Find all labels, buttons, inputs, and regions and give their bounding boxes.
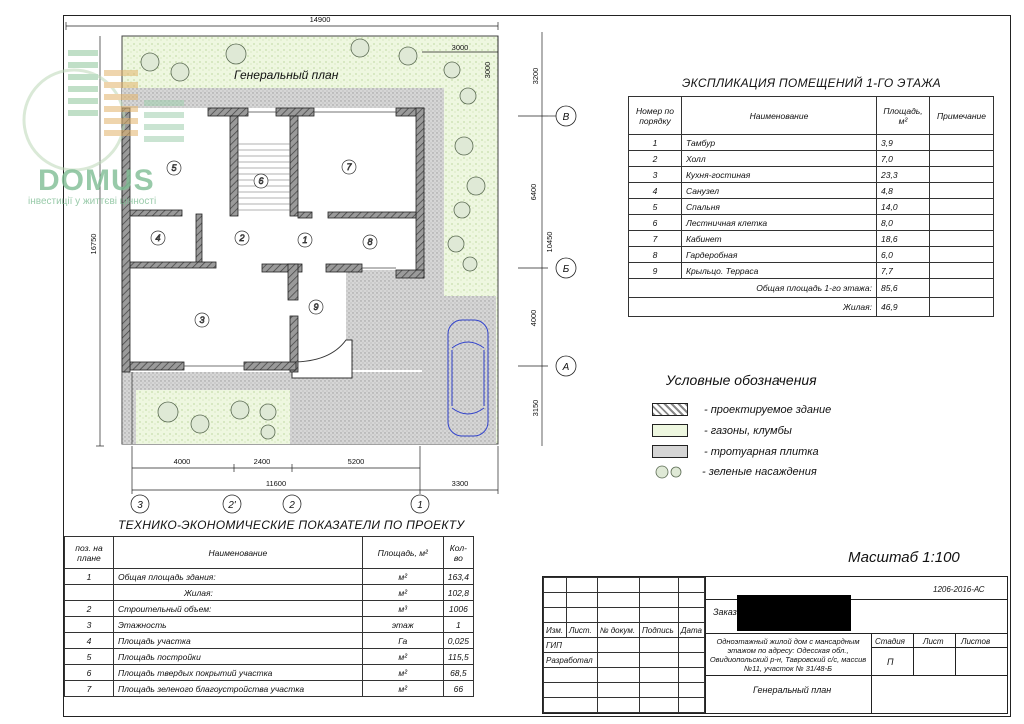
rev-col-date: Дата: [678, 623, 704, 638]
dim-right-4: 4000: [529, 309, 538, 327]
expl-header-note: Примечание: [930, 97, 994, 135]
legend-item-paving: - тротуарная плитка: [652, 445, 819, 458]
table-row: 2 Строительный объем: м³ 1006: [65, 601, 474, 617]
table-row: 6 Площадь твердых покрытий участка м² 68,5: [65, 665, 474, 681]
table-row: 1 Тамбур 3,9: [629, 135, 994, 151]
project-code: 1206-2016-АС: [933, 585, 985, 594]
table-row: [629, 279, 994, 298]
dim-corner: 3000: [451, 43, 469, 52]
expl-living-value: 46,9: [877, 298, 930, 317]
stage-value: П: [887, 657, 894, 667]
table-row: 5 Спальня 14,0: [629, 199, 994, 215]
dim-bottom-1: 4000: [173, 457, 191, 466]
drawing-name: Генеральный план: [753, 685, 832, 695]
expl-total-label: Общая площадь 1-го этажа:: [629, 279, 877, 298]
dim-right-5: 3150: [531, 399, 540, 417]
tep-header-pos: поз. на плане: [65, 537, 114, 569]
rev-col-list: Лист.: [566, 623, 597, 638]
legend-item-trees: - зеленые насаждения: [652, 465, 817, 479]
gip-label: ГИП: [544, 638, 598, 653]
expl-header-name: Наименование: [682, 97, 877, 135]
room-label-6: 6: [258, 176, 264, 186]
axis-label-2p: 2': [228, 500, 236, 511]
dim-total: 11600: [265, 479, 287, 488]
table-row: 3 Этажность этаж 1: [65, 617, 474, 633]
building-logo-icon: [14, 40, 204, 180]
rev-col-sign: Подпись: [640, 623, 679, 638]
room-label-7: 7: [346, 162, 352, 172]
legend-swatch-lawn: [652, 424, 688, 437]
table-row: 6 Лестничная клетка 8,0: [629, 215, 994, 231]
dim-right-3: 10450: [545, 231, 554, 253]
stage-label: Стадия: [875, 637, 905, 646]
room-label-9: 9: [313, 302, 319, 312]
expl-total-value: 85,6: [877, 279, 930, 298]
axis-label-b: Б: [562, 264, 570, 275]
room-label-5: 5: [171, 163, 177, 173]
sheet-label: Лист: [923, 637, 944, 646]
axis-label-v: В: [562, 112, 570, 123]
table-row: 7 Кабинет 18,6: [629, 231, 994, 247]
table-row: [629, 298, 994, 317]
developed-label: Разработал: [544, 653, 598, 668]
dim-bottom-3: 5200: [347, 457, 365, 466]
tree-icon: [652, 465, 686, 479]
axis-label-2: 2: [289, 500, 295, 511]
domus-logo: [14, 40, 204, 210]
table-row: 4 Санузел 4,8: [629, 183, 994, 199]
scale-label: Масштаб 1:100: [848, 549, 960, 566]
legend-item-building: - проектируемое здание: [652, 403, 831, 416]
legend-swatch-building: [652, 403, 688, 416]
dim-left: 16750: [89, 233, 98, 255]
tep-title: ТЕХНИКО-ЭКОНОМИЧЕСКИЕ ПОКАЗАТЕЛИ ПО ПРОЕКТУ: [118, 518, 465, 532]
dim-right-1: 3200: [531, 67, 540, 85]
dim-corner-v: 3000: [483, 61, 492, 79]
rev-col-doc: № докум.: [597, 623, 639, 638]
room-label-4: 4: [155, 233, 161, 243]
logo-tagline: інвестиції у життєві цінності: [28, 196, 157, 207]
legend-item-lawn: - газоны, клумбы: [652, 424, 792, 437]
dim-overall: 14900: [309, 15, 331, 24]
tep-header-count: Кол-во: [443, 537, 473, 569]
table-row: 2 Холл 7,0: [629, 151, 994, 167]
revision-grid: [543, 577, 705, 713]
table-row: 9 Крыльцо. Терраса 7,7: [629, 263, 994, 279]
axis-label-a: А: [562, 362, 570, 373]
tep-header-area: Площадь, м²: [362, 537, 443, 569]
table-row: 8 Гардеробная 6,0: [629, 247, 994, 263]
room-label-1: 1: [302, 235, 308, 245]
tep-header-name: Наименование: [113, 537, 362, 569]
table-row: 5 Площадь постройки м² 115,5: [65, 649, 474, 665]
axis-label-3: 3: [137, 500, 143, 511]
expl-header-num: Номер по порядку: [629, 97, 682, 135]
customer-redacted: [737, 595, 851, 631]
rev-col-izm: Изм.: [544, 623, 567, 638]
dim-right-2: 6400: [529, 183, 538, 201]
dim-bottom-2: 2400: [253, 457, 271, 466]
expl-header-area: Площадь, м²: [877, 97, 930, 135]
room-label-8: 8: [367, 237, 373, 247]
table-row: Жилая: м² 102,8: [65, 585, 474, 601]
sheets-label: Листов: [961, 637, 991, 646]
explication-table: [628, 96, 994, 317]
table-row: 4 Площадь участка Га 0,025: [65, 633, 474, 649]
project-description: Одноэтажный жилой дом с мансардным этажом по адресу: Одесская обл., Овидиопольский р-н, Тавровский с/с, массив №11, участок № 31/48-Б: [709, 637, 867, 673]
revision-header-row: [544, 623, 705, 638]
explication-title: ЭКСПЛИКАЦИЯ ПОМЕЩЕНИЙ 1-ГО ЭТАЖА: [682, 76, 941, 90]
tep-table: [64, 536, 474, 697]
table-row: 3 Кухня-гостиная 23,3: [629, 167, 994, 183]
table-row: 1 Общая площадь здания: м² 163,4: [65, 569, 474, 585]
customer-label: Заказ: [713, 607, 737, 617]
logo-wordmark: DOMUS: [38, 164, 155, 197]
legend-swatch-paving: [652, 445, 688, 458]
table-row: 7 Площадь зеленого благоустройства участка м² 66: [65, 681, 474, 697]
plan-title: Генеральный план: [234, 68, 339, 82]
title-block: [542, 576, 1008, 714]
axis-label-1: 1: [417, 500, 423, 511]
room-label-2: 2: [239, 233, 245, 243]
dim-extra: 3300: [451, 479, 469, 488]
expl-living-label: Жилая:: [629, 298, 877, 317]
room-label-3: 3: [199, 315, 205, 325]
legend-title: Условные обозначения: [666, 372, 817, 388]
